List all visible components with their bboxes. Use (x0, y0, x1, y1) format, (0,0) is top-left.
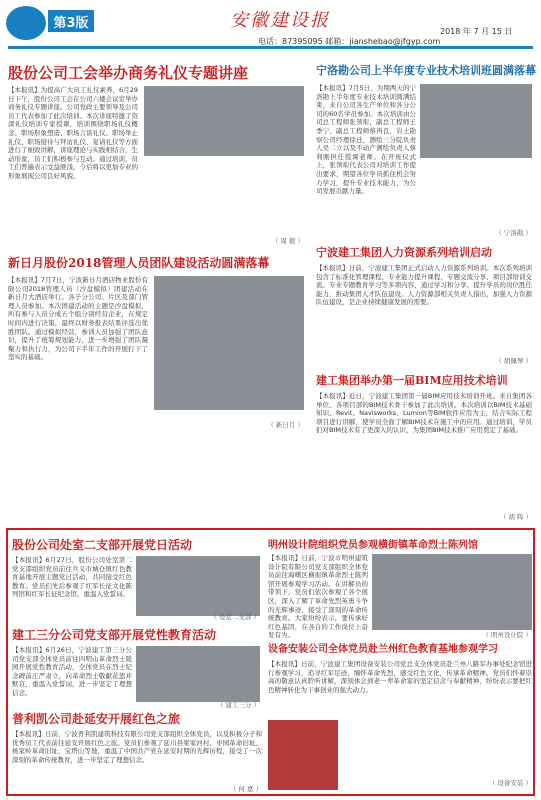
masthead (0, 0, 541, 48)
article-3-sign: （ 新日月 ） (267, 421, 304, 429)
training-class-photo (154, 276, 304, 410)
article-10-body: 【本报讯】日前，宁波普利凯建筑科技有限公司党支部组织全体党员，以及积极分子和优秀员工代表前往延安开展红色之旅。党员们参观了延川县梁家河村、枣园革命旧址、杨家岭革命旧址、宝塔山等地，重温了中国共产党在延安时期的光辉历程，接受了一次深刻的革命传统教育，进一步坚定了理想信念。 (12, 730, 262, 764)
contact-line: 电话：87395095 邮箱：jianshebao@jfgyp.com (258, 37, 441, 46)
flag-oath-photo (136, 646, 260, 702)
article-1-body: 【本报讯】为提高广大员工礼仪素养，6月29日下午，股份公司工会在公司六楼会议室举办商务礼仪专题讲座。公司党政主要领导及公司员工代表参加了此次培训。本次讲座特邀了资深礼仪培训专家授课，培训围绕职场礼仪概念、职场形象塑造、职场言谈礼仪、职场举止礼仪、职场接待与拜访礼仪、宴请礼仪等方面进行了细致讲解，讲座理论与实践相结合，生动形象，员工们积极参与互动。通过培训，员工们普遍表示受益匪浅，今后将以更加专业的形象展现公司良好风貌。 (8, 86, 138, 180)
red-flag-photo (268, 720, 338, 790)
article-5-title: 建工集团举办第一届BIM应用技术培训 (316, 374, 508, 387)
article-4-body: 【本报讯】日前，宁波建工集团正式启动人力资源系列培训。本次系列培训包含了标准化管理课程、专业能力提升课程、专题交流分享、项目部培训交流、专业专题教育学习等多项内容，通过学习和分享，提升学员的岗位胜任能力，推动集团人才队伍建设。人力资源部相关负责人指出，加强人力资源队伍建设，是企业持续健康发展的需要。 (316, 264, 532, 307)
article-6-sign: （ 处室二支部 ） (210, 613, 260, 621)
article-7-title: 明州设计院组织党员参观横街镇革命烈士陈列馆 (268, 540, 478, 551)
article-7-body: 【本报讯】日前，宁波市明州建筑设计院有限公司党支部组织全体党员前往海曙区横街镇革命烈士陈列馆开展参观学习活动。在讲解员的带领下，党员们依次参观了各个展区，深入了解了革命先烈英勇斗争的光辉事迹，接受了深刻的革命传统教育。大家纷纷表示，要传承好红色基因，在各自的工作岗位上奋发有为。 (268, 554, 368, 640)
issue-date: 2018 年 7 月 15 日 (440, 27, 513, 36)
party-members-photo (136, 556, 260, 616)
article-7-sign: （ 明州设计院 ） (482, 631, 532, 639)
memorial-hall-photo (372, 554, 532, 630)
article-2-body: 【本报讯】7月5日，为期两天的宁洛勘上半年度专业技术培训圆满结束，来自公司各生产单位和各分公司的60名学员参加。本次培训由公司总工程师张领衔，副总工程师王季宁、副总工程师蔡再良，岩土勘察公司经理徐迁，测绘三分院负责人吴二立以及不动产测绘负责人蔡利刚担任授课老师。在开班仪式上，张领衔代表公司对培训工作提出要求，期望各位学员抓住机会努力学习，提升专业技术能力，为公司发展贡献力量。 (316, 84, 416, 196)
paper-name: 安徽建设报 (230, 10, 330, 31)
article-10-title: 普利凯公司赴延安开展红色之旅 (12, 712, 181, 726)
article-8-body: 【本报讯】6月26日，宁波建工第三分公司党支部全体党员前往四明山革命烈士陵园开展党性教育活动，全体党员在烈士纪念碑前庄严肃立，向革命烈士敬献花篮并默哀，重温入党誓词，进一步坚定了理想信念。 (12, 646, 132, 697)
article-9-title: 设备安装公司全体党员赴兰州红色教育基地参观学习 (268, 644, 498, 655)
article-9-sign: （ 设备安装 ） (488, 779, 532, 787)
article-5-body: 【本报讯】近日，宁波建工集团第一届BIM应用技术培训开班。来自集团各单位、各项目部的BIM技术骨干参加了此次培训。本次培训以BIM技术基础知识、Revit、Navisworks、Lumion等BIM软件应用为主，结合实际工程项目进行讲解，使学员全面了解BIM技术在施工中的应用。通过培训，学员们对BIM技术有了更深入的认识，为集团BIM技术推广应用奠定了基础。 (316, 392, 532, 435)
article-10-sign: （ 何 嘉 ） (229, 785, 262, 793)
article-8-title: 建工三分公司党支部开展党性教育活动 (12, 628, 217, 642)
article-4-sign: （ 胡佩琴 ） (495, 357, 532, 365)
article-5-sign: （ 胡 晖 ） (499, 513, 532, 521)
article-3-body: 【本报讯】7月7日，宁波新日月酒店物业股份有限公司2018管理人员（沙盘模拟）团建活动在新日月大酒店举行。各子分公司、片区及部门管理人员参加。本次团建活动的主题是沙盘模拟，所有参与人员分成五个组分别经营企业，在规定时间内进行决策，最终以财务报表结果评选出优胜团队。通过模拟经营，参训人员加强了团队意识，提升了统筹规划能力，进一步增强了团队凝聚力和执行力，为公司下半年工作的开展打下了坚实的基础。 (8, 276, 148, 362)
group-photo (420, 84, 532, 158)
article-1-title: 股份公司工会举办商务礼仪专题讲座 (8, 64, 249, 82)
page-number-badge: 第3版 (48, 10, 94, 32)
newspaper-logo-icon (6, 6, 46, 40)
article-9-body: 【本报讯】日前，宁波建工集团设备安装公司党总支全体党员赴兰州八路军办事处纪念馆进行参观学习，追寻红军足迹，缅怀革命先烈，感受红色文化，传承革命精神。党员们怀着崇高的敬意认真聆听讲解，深刻体会到老一辈革命家的坚定信念与奉献精神，纷纷表示要把红色精神转化为干事创业的强大动力。 (268, 660, 532, 694)
article-3-title: 新日月股份2018管理人员团队建设活动圆满落幕 (8, 256, 270, 270)
lecture-hall-photo (144, 86, 304, 156)
article-2-sign: （ 宁洛勘 ） (495, 229, 532, 237)
header-rule (8, 46, 533, 49)
article-6-body: 【本报讯】6月27日，股份公司处室第二党支部组织党员前往兵义市城仓镇红色教育基地开展主题党日活动，共同接受红色教育。党员们先后参观了红军长征文化陈列馆和红军长征纪念馆，重温入党誓词。 (12, 556, 132, 599)
article-1-body-cont (144, 160, 304, 240)
article-6-title: 股份公司处室二支部开展党日活动 (12, 538, 193, 552)
article-8-sign: （ 建工三分 ） (216, 701, 260, 709)
article-2-title: 宁洛勘公司上半年度专业技术培训班圆满落幕 (316, 64, 536, 77)
article-1-sign: （ 周 毅 ） (271, 237, 304, 245)
article-4-title: 宁波建工集团人力资源系列培训启动 (316, 246, 492, 259)
